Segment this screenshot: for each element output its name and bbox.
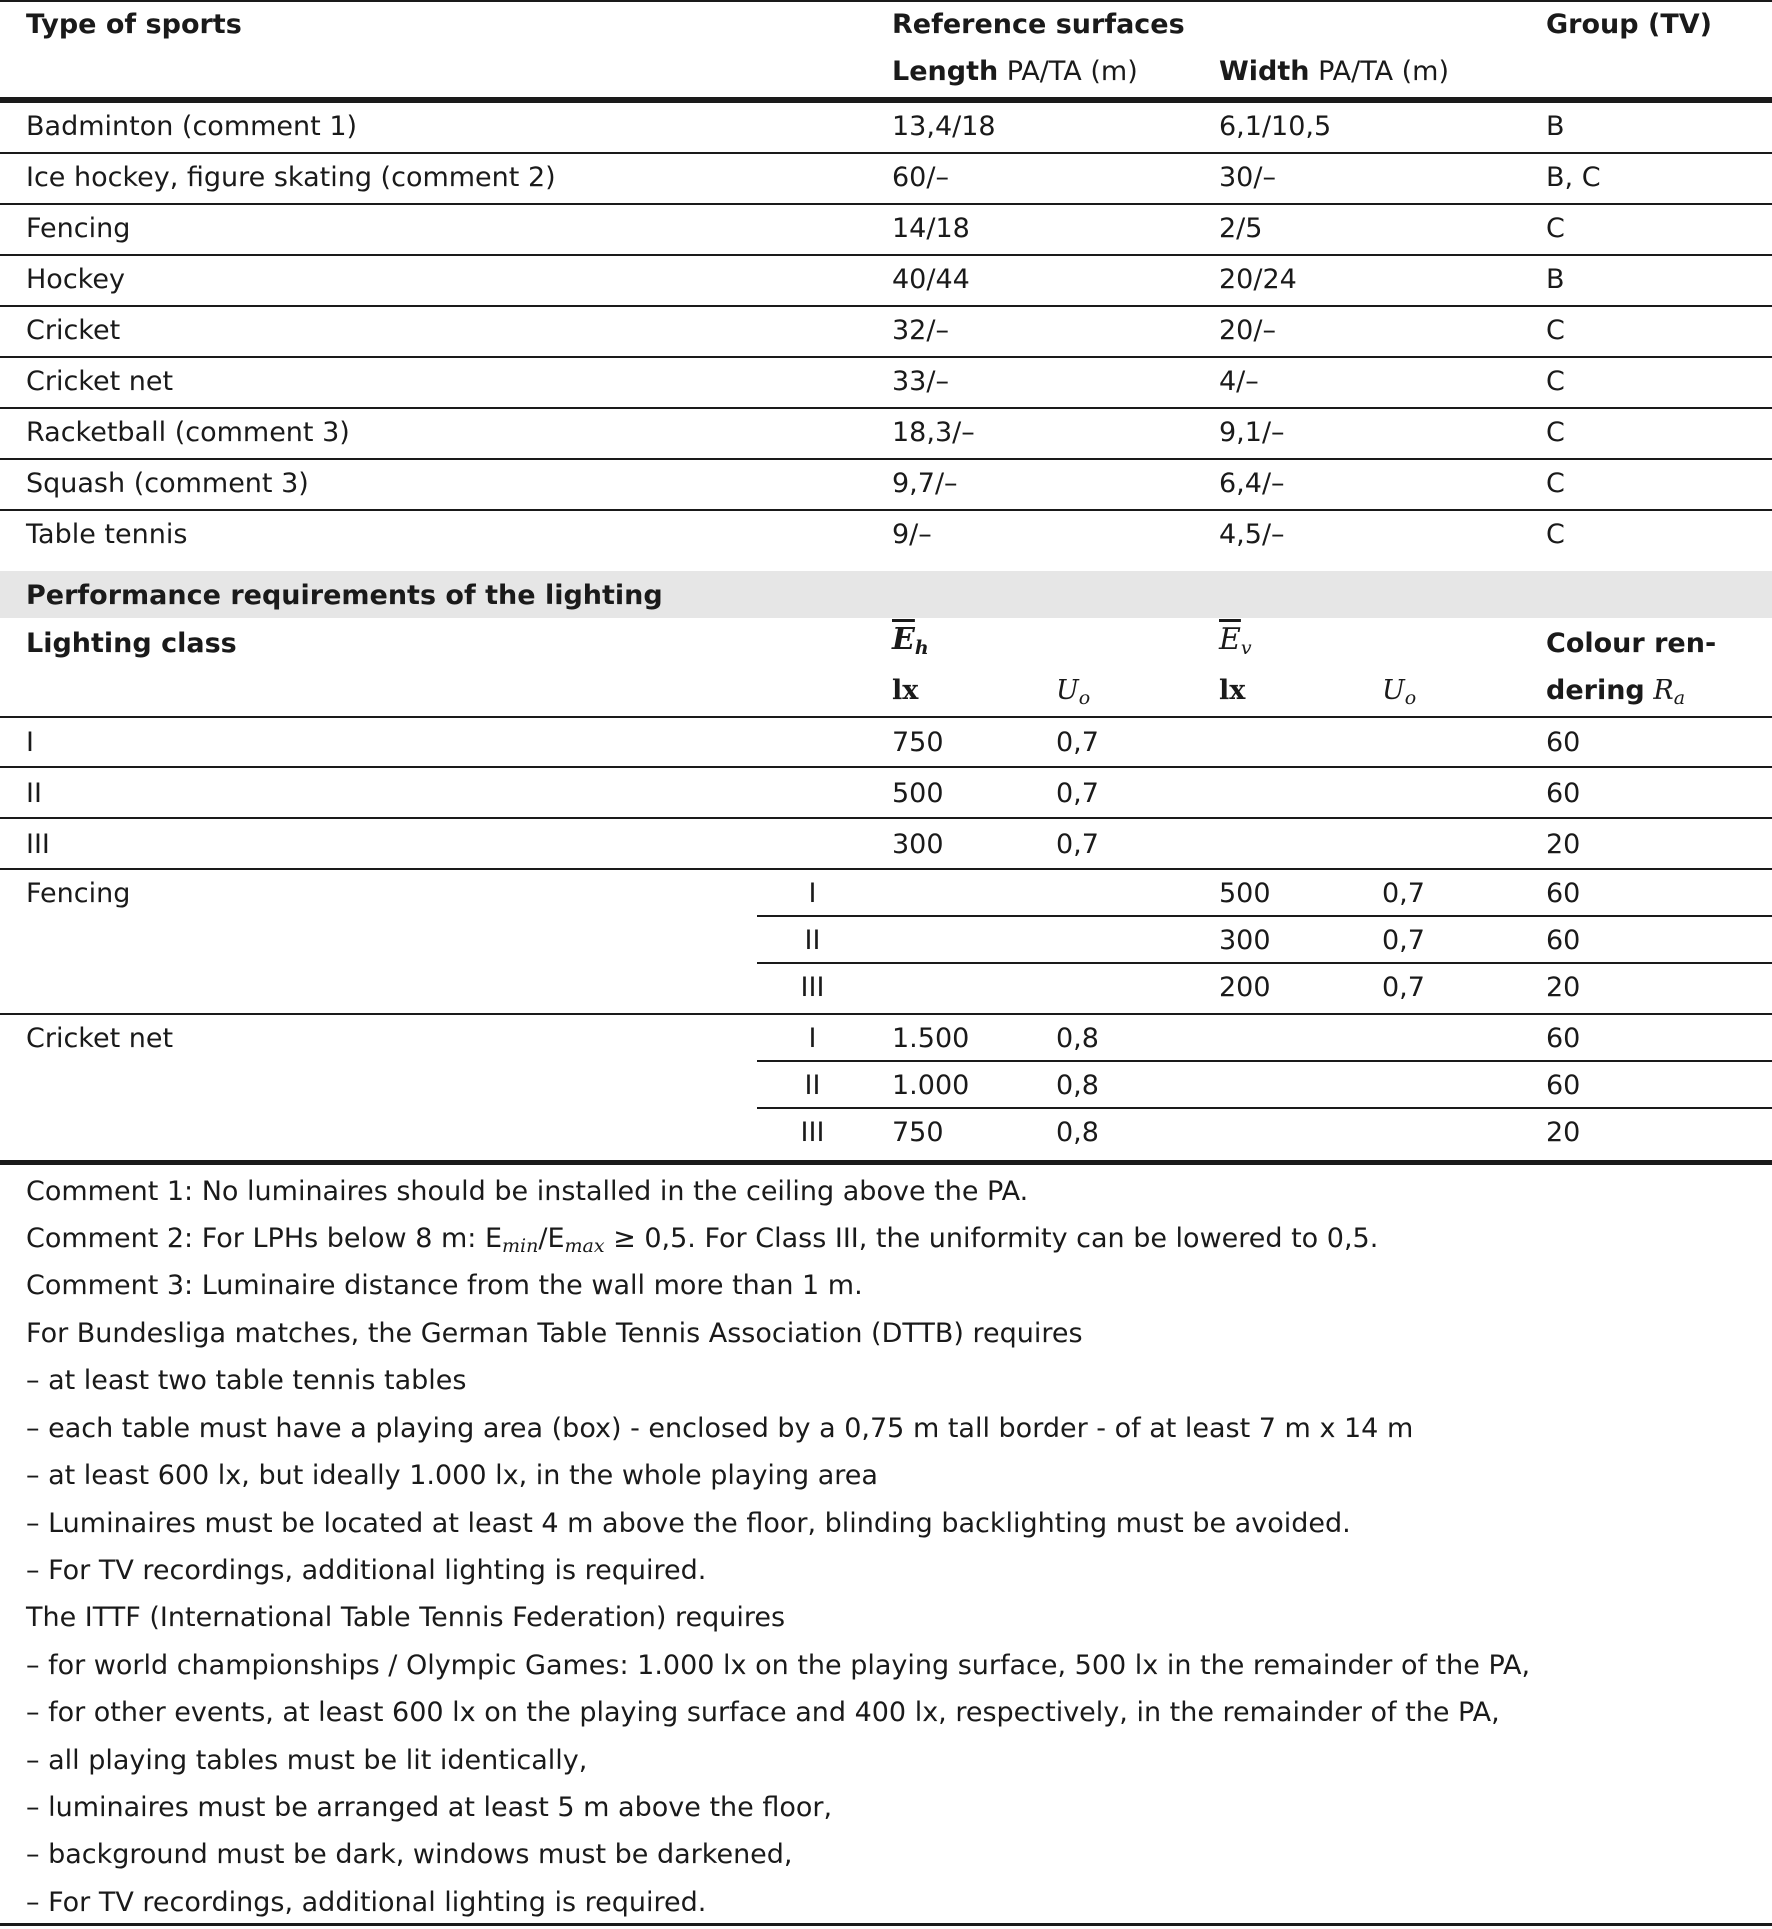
ra-value: 20 [1546, 972, 1581, 1003]
note-line: – all playing tables must be lit identically, [26, 1744, 588, 1776]
eh-subscript: h [914, 637, 929, 659]
sport-width: 4,5/– [1219, 519, 1285, 550]
ra-value: 60 [1546, 925, 1581, 956]
header-reference-surfaces: Reference surfaces [892, 9, 1185, 40]
eh-symbol [892, 622, 929, 659]
ra-subscript: a [1673, 687, 1686, 709]
fencing-sub-divider [757, 915, 1772, 917]
header-length-bold: Length [892, 56, 999, 87]
class-row-divider [0, 868, 1772, 870]
sport-width: 6,4/– [1219, 468, 1285, 499]
top-rule [0, 0, 1772, 2]
note-line: – For TV recordings, additional lighting is required. [26, 1555, 707, 1586]
sport-length: 13,4/18 [892, 111, 996, 142]
uo-h-subscript: o [1078, 687, 1091, 709]
sport-name: Cricket [26, 315, 121, 346]
colour-rendering-dering: dering [1546, 675, 1645, 706]
lighting-class: I [26, 727, 34, 758]
note-line: – each table must have a playing area (box) - enclosed by a 0,75 m tall border - of at least 7 m x 14 m [26, 1412, 1414, 1444]
uo-v-header [1382, 677, 1416, 708]
sport-name: Squash (comment 3) [26, 468, 309, 499]
uo-v-value: 0,7 [1382, 878, 1425, 909]
sport-group: C [1546, 417, 1565, 448]
sport-group: B, C [1546, 162, 1601, 193]
fencing-sub-divider [757, 962, 1772, 964]
fencing-group-rule [0, 1013, 1772, 1015]
header-width [1219, 58, 1449, 85]
uo-v-value: 0,7 [1382, 972, 1425, 1003]
header-length-unit: PA/TA (m) [998, 56, 1138, 87]
cricket-sub-divider [757, 1060, 1772, 1062]
performance-header-rule [0, 716, 1772, 718]
sport-group: C [1546, 315, 1565, 346]
ra-value: 60 [1546, 1070, 1581, 1101]
colour-rendering-header-line2 [1546, 677, 1685, 708]
comment-2-max: max [564, 1235, 605, 1257]
ev-symbol [1219, 622, 1252, 659]
ev-subscript: v [1240, 637, 1252, 659]
eh-value: 500 [892, 778, 944, 809]
fencing-class: I [808, 878, 817, 909]
sport-width: 2/5 [1219, 213, 1263, 244]
colour-rendering-header-line1: Colour ren- [1546, 628, 1717, 659]
cricket-sub-divider [757, 1107, 1772, 1109]
ev-value: 500 [1219, 878, 1271, 909]
ra-value: 20 [1546, 1117, 1581, 1148]
sport-name: Badminton (comment 1) [26, 111, 358, 142]
eh-value: 750 [892, 727, 944, 758]
sport-width: 20/– [1219, 315, 1276, 346]
uo-h-header [1056, 677, 1090, 708]
header-type-of-sports: Type of sports [26, 9, 242, 40]
sport-row-divider [0, 458, 1772, 460]
sport-group: C [1546, 366, 1565, 397]
cricket-class: II [804, 1070, 821, 1101]
comment-1: Comment 1: No luminaires should be installed in the ceiling above the PA. [26, 1176, 1029, 1207]
ev-value: 300 [1219, 925, 1271, 956]
note-line: The ITTF (International Table Tennis Federation) requires [26, 1602, 786, 1634]
note-line: For Bundesliga matches, the German Table Tennis Association (DTTB) requires [26, 1318, 1083, 1349]
ra-letter: R [1653, 675, 1674, 706]
eh-value: 300 [892, 829, 944, 860]
ra-value: 60 [1546, 727, 1581, 758]
note-line: – background must be dark, windows must be darkened, [26, 1839, 793, 1871]
table-bottom-rule [0, 1160, 1772, 1165]
note-line: – at least 600 lx, but ideally 1.000 lx, in the whole playing area [26, 1460, 878, 1492]
uo-h-value: 0,8 [1056, 1117, 1099, 1148]
ra-value: 60 [1546, 878, 1581, 909]
lighting-class-header: Lighting class [26, 628, 237, 659]
sport-name: Fencing [26, 213, 131, 244]
sport-group: B [1546, 111, 1565, 142]
uo-h-letter: U [1056, 675, 1079, 706]
sport-length: 32/– [892, 315, 949, 346]
class-row-divider [0, 817, 1772, 819]
header-rule [0, 97, 1772, 103]
cricket-class: I [808, 1023, 817, 1054]
note-line: – luminaires must be arranged at least 5 m above the floor, [26, 1792, 833, 1823]
uo-v-value: 0,7 [1382, 925, 1425, 956]
ra-value: 20 [1546, 829, 1581, 860]
sport-width: 20/24 [1219, 264, 1297, 295]
sport-length: 14/18 [892, 213, 970, 244]
sport-width: 4/– [1219, 366, 1259, 397]
sport-length: 40/44 [892, 264, 970, 295]
uo-h-value: 0,7 [1056, 778, 1099, 809]
sport-name: Hockey [26, 264, 125, 295]
page-bottom-rule [0, 1923, 1772, 1926]
lighting-class: III [26, 829, 50, 860]
eh-value: 750 [892, 1117, 944, 1148]
fencing-label: Fencing [26, 878, 131, 909]
ra-symbol [1653, 675, 1686, 709]
uo-v-subscript: o [1404, 687, 1417, 709]
note-line: – for world championships / Olympic Games: 1.000 lx on the playing surface, 500 lx in the remainder of the PA, [26, 1649, 1531, 1681]
uo-v-letter: U [1382, 675, 1405, 706]
sport-group: C [1546, 213, 1565, 244]
cricket-class: III [800, 1117, 825, 1148]
lighting-class: II [26, 778, 42, 809]
note-line: – For TV recordings, additional lighting is required. [26, 1886, 707, 1918]
ev-letter: $\overline{E}$ [1219, 622, 1241, 657]
header-width-unit: PA/TA (m) [1309, 56, 1450, 87]
fencing-class: II [804, 925, 821, 956]
sport-row-divider [0, 203, 1772, 205]
note-line: – for other events, at least 600 lx on the playing surface and 400 lx, respectively, in the remainder of the PA, [26, 1697, 1500, 1729]
sport-row-divider [0, 356, 1772, 358]
performance-title: Performance requirements of the lighting [26, 580, 663, 611]
comment-2-text-c: ≥ 0,5. For Class III, the uniformity can be lowered to 0,5. [604, 1223, 1379, 1254]
sport-length: 60/– [892, 162, 949, 193]
comment-2-text-b: /E [538, 1223, 565, 1254]
eh-unit-lx: lx [892, 675, 919, 706]
eh-value: 1.000 [892, 1070, 970, 1101]
note-line: – Luminaires must be located at least 4 m above the floor, blinding backlighting must be avoided. [26, 1507, 1351, 1539]
sport-length: 18,3/– [892, 417, 975, 448]
sport-name: Table tennis [26, 519, 188, 550]
sport-row-divider [0, 509, 1772, 511]
uo-h-value: 0,7 [1056, 829, 1099, 860]
sport-group: B [1546, 264, 1565, 295]
comment-3: Comment 3: Luminaire distance from the wall more than 1 m. [26, 1270, 863, 1301]
sport-group: C [1546, 468, 1565, 499]
sport-width: 30/– [1219, 162, 1276, 193]
sport-row-divider [0, 254, 1772, 256]
eh-letter: $\overline{E}$ [892, 622, 915, 657]
sport-row-divider [0, 152, 1772, 154]
note-line: – at least two table tennis tables [26, 1365, 467, 1397]
uo-h-value: 0,7 [1056, 727, 1099, 758]
comment-2-min: min [502, 1235, 539, 1257]
ev-unit-lx: lx [1219, 675, 1246, 706]
sport-name: Cricket net [26, 366, 174, 397]
eh-value: 1.500 [892, 1023, 970, 1054]
comment-2-text-a: Comment 2: For LPHs below 8 m: E [26, 1223, 503, 1254]
uo-h-value: 0,8 [1056, 1070, 1099, 1101]
sport-row-divider [0, 407, 1772, 409]
class-row-divider [0, 766, 1772, 768]
sport-group: C [1546, 519, 1565, 550]
sport-width: 6,1/10,5 [1219, 111, 1332, 142]
comment-2 [26, 1225, 1378, 1256]
cricket-net-label: Cricket net [26, 1023, 174, 1054]
uo-h-value: 0,8 [1056, 1023, 1099, 1054]
ev-value: 200 [1219, 972, 1271, 1003]
ra-value: 60 [1546, 1023, 1581, 1054]
sport-length: 33/– [892, 366, 949, 397]
header-group-tv: Group (TV) [1546, 9, 1712, 40]
fencing-class: III [800, 972, 825, 1003]
sport-length: 9,7/– [892, 468, 958, 499]
ra-value: 60 [1546, 778, 1581, 809]
header-length [892, 58, 1138, 85]
sport-length: 9/– [892, 519, 932, 550]
sport-name: Ice hockey, figure skating (comment 2) [26, 162, 556, 193]
header-width-bold: Width [1219, 56, 1310, 87]
sport-name: Racketball (comment 3) [26, 417, 350, 448]
sport-row-divider [0, 305, 1772, 307]
sport-width: 9,1/– [1219, 417, 1285, 448]
